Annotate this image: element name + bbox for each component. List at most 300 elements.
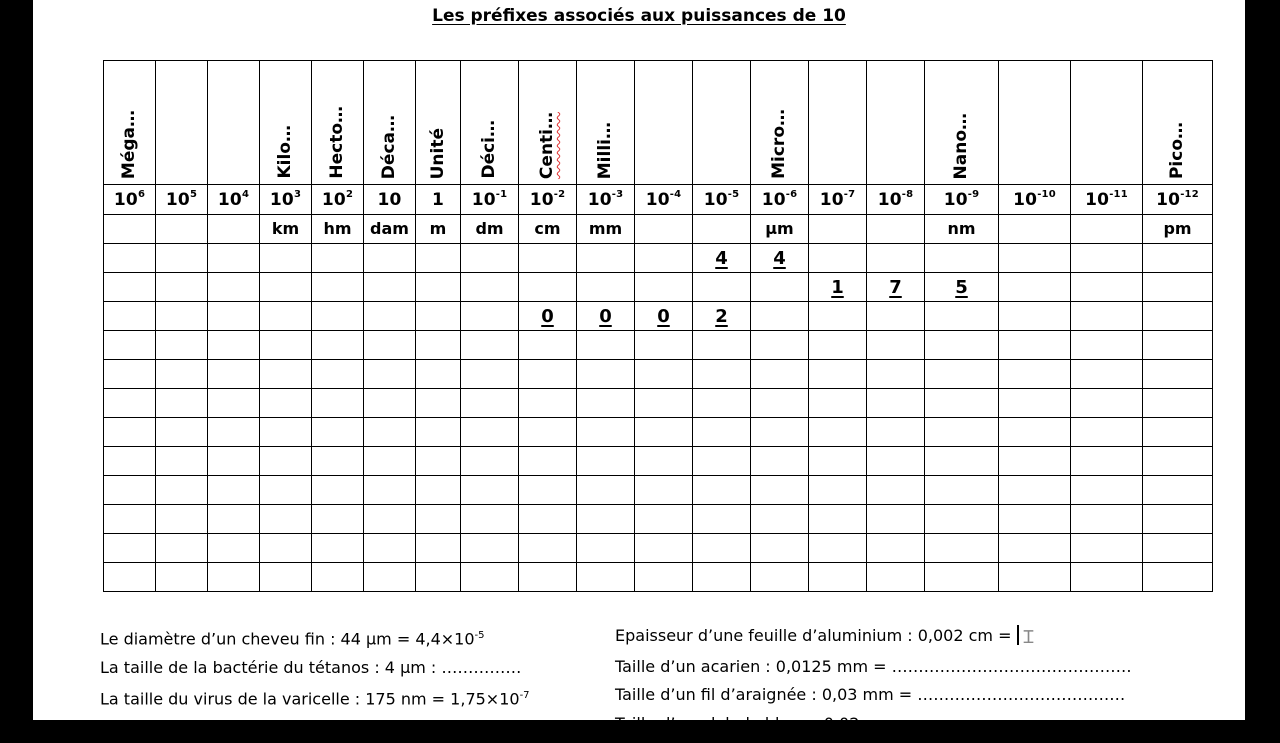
power-exponent: -10 <box>1037 188 1056 200</box>
unit-label: pm <box>1163 219 1192 238</box>
table-cell[interactable] <box>1143 331 1213 360</box>
table-cell[interactable] <box>312 273 364 302</box>
table-cell[interactable] <box>461 563 519 592</box>
table-cell[interactable] <box>416 331 461 360</box>
table-cell[interactable] <box>999 244 1071 273</box>
power-base: 10 <box>1085 189 1110 210</box>
exercise-text: Taille d’un acarien : 0,0125 mm = ……………………………………… <box>615 656 1132 676</box>
table-cell[interactable] <box>1071 273 1143 302</box>
table-cell[interactable] <box>461 476 519 505</box>
table-cell[interactable] <box>364 389 416 418</box>
table-cell[interactable] <box>925 244 999 273</box>
table-cell[interactable] <box>693 273 751 302</box>
unit-label: µm <box>765 219 794 238</box>
table-cell[interactable] <box>416 244 461 273</box>
table-row <box>104 273 1213 302</box>
power-base: 10 <box>587 189 612 210</box>
table-cell[interactable] <box>364 418 416 447</box>
table-cell[interactable] <box>416 476 461 505</box>
table-cell[interactable] <box>312 418 364 447</box>
table-cell[interactable] <box>260 476 312 505</box>
table-cell[interactable] <box>364 331 416 360</box>
table-cell[interactable] <box>809 331 867 360</box>
table-cell[interactable] <box>999 476 1071 505</box>
exercise-list-right <box>615 622 1132 738</box>
table-cell[interactable] <box>693 447 751 476</box>
prefix-label: Déca… <box>379 114 399 179</box>
table-cell[interactable] <box>260 244 312 273</box>
power-cell <box>461 185 519 215</box>
table-cell[interactable] <box>519 273 577 302</box>
table-cell[interactable] <box>577 534 635 563</box>
table-cell[interactable] <box>260 534 312 563</box>
power-base: 10 <box>165 189 190 210</box>
prefix-label: Pico… <box>1167 121 1187 179</box>
table-cell[interactable] <box>751 505 809 534</box>
exercise-line <box>615 681 1132 710</box>
digit-value: 1 <box>831 276 844 298</box>
table-cell[interactable] <box>519 331 577 360</box>
unit-label: hm <box>323 219 352 238</box>
power-cell <box>925 185 999 215</box>
table-cell[interactable] <box>751 273 809 302</box>
power-cell <box>999 185 1071 215</box>
table-cell[interactable] <box>156 476 208 505</box>
table-cell[interactable] <box>635 505 693 534</box>
power-cell <box>1071 185 1143 215</box>
table-cell[interactable] <box>1143 244 1213 273</box>
table-cell[interactable] <box>635 273 693 302</box>
table-cell[interactable] <box>312 244 364 273</box>
exercise-list-left <box>100 622 530 743</box>
table-cell[interactable] <box>577 418 635 447</box>
table-cell[interactable] <box>260 505 312 534</box>
table-cell[interactable] <box>104 389 156 418</box>
table-cell[interactable] <box>519 418 577 447</box>
table-cell[interactable] <box>925 273 999 302</box>
table-cell[interactable] <box>1143 389 1213 418</box>
table-cell[interactable] <box>577 302 635 331</box>
table-cell[interactable] <box>1071 447 1143 476</box>
table-cell[interactable] <box>1143 505 1213 534</box>
table-cell[interactable] <box>577 563 635 592</box>
power-exponent: 4 <box>241 188 250 200</box>
table-cell[interactable] <box>208 447 260 476</box>
power-base: 10 <box>1156 189 1181 210</box>
table-cell[interactable] <box>1143 273 1213 302</box>
table-cell[interactable] <box>693 302 751 331</box>
table-cell[interactable] <box>635 447 693 476</box>
table-cell[interactable] <box>519 563 577 592</box>
table-cell[interactable] <box>809 563 867 592</box>
table-cell[interactable] <box>519 244 577 273</box>
table-cell[interactable] <box>635 418 693 447</box>
table-cell[interactable] <box>208 505 260 534</box>
table-cell[interactable] <box>751 534 809 563</box>
table-cell[interactable] <box>416 389 461 418</box>
table-cell[interactable] <box>751 302 809 331</box>
table-row <box>104 389 1213 418</box>
table-cell[interactable] <box>519 447 577 476</box>
table-cell[interactable] <box>577 447 635 476</box>
prefix-cell <box>416 61 461 185</box>
table-cell[interactable] <box>208 360 260 389</box>
prefix-label: Kilo… <box>275 125 295 179</box>
digit-value: 5 <box>955 276 968 298</box>
table-cell[interactable] <box>461 534 519 563</box>
table-cell[interactable] <box>260 360 312 389</box>
prefix-row <box>104 61 1213 185</box>
table-cell[interactable] <box>104 476 156 505</box>
table-cell[interactable] <box>925 389 999 418</box>
table-cell[interactable] <box>519 534 577 563</box>
power-cell <box>156 185 208 215</box>
table-cell[interactable] <box>693 389 751 418</box>
table-cell[interactable] <box>260 563 312 592</box>
table-cell[interactable] <box>867 273 925 302</box>
table-cell[interactable] <box>312 534 364 563</box>
table-cell[interactable] <box>208 563 260 592</box>
table-cell[interactable] <box>461 505 519 534</box>
table-cell[interactable] <box>867 360 925 389</box>
prefix-label: Centi… <box>537 111 557 179</box>
table-cell[interactable] <box>260 273 312 302</box>
table-cell[interactable] <box>312 360 364 389</box>
table-cell[interactable] <box>635 534 693 563</box>
table-cell[interactable] <box>867 302 925 331</box>
table-cell[interactable] <box>635 244 693 273</box>
table-cell[interactable] <box>416 418 461 447</box>
table-cell[interactable] <box>104 563 156 592</box>
table-cell[interactable] <box>1143 534 1213 563</box>
table-cell[interactable] <box>156 360 208 389</box>
table-cell[interactable] <box>751 331 809 360</box>
table-cell[interactable] <box>809 476 867 505</box>
table-cell[interactable] <box>364 476 416 505</box>
table-cell[interactable] <box>1143 563 1213 592</box>
table-cell[interactable] <box>156 505 208 534</box>
table-cell[interactable] <box>925 331 999 360</box>
table-cell[interactable] <box>999 534 1071 563</box>
digit-value: 4 <box>773 247 786 269</box>
table-cell[interactable] <box>693 476 751 505</box>
table-cell[interactable] <box>867 389 925 418</box>
unit-cell <box>312 215 364 244</box>
table-cell[interactable] <box>312 331 364 360</box>
table-cell[interactable] <box>577 476 635 505</box>
table-cell[interactable] <box>364 534 416 563</box>
power-base: 1 <box>431 189 445 210</box>
table-cell[interactable] <box>635 563 693 592</box>
table-cell[interactable] <box>104 331 156 360</box>
table-cell[interactable] <box>364 360 416 389</box>
exercise-line <box>100 714 530 743</box>
power-exponent: 5 <box>189 188 198 200</box>
table-cell[interactable] <box>461 331 519 360</box>
table-cell[interactable] <box>693 331 751 360</box>
table-cell[interactable] <box>1143 302 1213 331</box>
table-cell[interactable] <box>208 302 260 331</box>
table-cell[interactable] <box>519 505 577 534</box>
exercise-line <box>100 654 530 683</box>
table-cell[interactable] <box>416 273 461 302</box>
prefix-label: Déci… <box>479 120 499 179</box>
prefix-cell <box>1071 61 1143 185</box>
table-cell[interactable] <box>635 360 693 389</box>
unit-cell <box>416 215 461 244</box>
table-cell[interactable] <box>104 505 156 534</box>
table-cell[interactable] <box>156 273 208 302</box>
table-cell[interactable] <box>925 534 999 563</box>
table-cell[interactable] <box>312 505 364 534</box>
prefix-label: Unité <box>427 127 448 179</box>
table-cell[interactable] <box>867 418 925 447</box>
table-cell[interactable] <box>1071 389 1143 418</box>
table-cell[interactable] <box>867 331 925 360</box>
table-cell[interactable] <box>312 563 364 592</box>
table-row <box>104 331 1213 360</box>
unit-cell <box>156 215 208 244</box>
power-cell <box>867 185 925 215</box>
table-cell[interactable] <box>751 360 809 389</box>
table-cell[interactable] <box>925 563 999 592</box>
table-cell[interactable] <box>260 389 312 418</box>
table-cell[interactable] <box>416 447 461 476</box>
page-title: Les préfixes associés aux puissances de 10 <box>432 6 846 26</box>
prefix-cell <box>867 61 925 185</box>
table-cell[interactable] <box>260 302 312 331</box>
digit-value: 4 <box>715 247 728 269</box>
table-cell[interactable] <box>364 447 416 476</box>
table-cell[interactable] <box>1071 302 1143 331</box>
table-cell[interactable] <box>519 360 577 389</box>
table-cell[interactable] <box>693 505 751 534</box>
table-cell[interactable] <box>364 273 416 302</box>
table-cell[interactable] <box>693 418 751 447</box>
text-caret[interactable] <box>1017 625 1019 645</box>
table-cell[interactable] <box>751 563 809 592</box>
digit-value: 2 <box>715 305 728 327</box>
table-cell[interactable] <box>104 302 156 331</box>
table-cell[interactable] <box>925 302 999 331</box>
table-cell[interactable] <box>416 360 461 389</box>
table-cell[interactable] <box>577 505 635 534</box>
table-cell[interactable] <box>809 418 867 447</box>
power-base: 10 <box>471 189 496 210</box>
table-cell[interactable] <box>577 389 635 418</box>
table-cell[interactable] <box>925 505 999 534</box>
unit-cell <box>577 215 635 244</box>
table-cell[interactable] <box>1071 360 1143 389</box>
table-cell[interactable] <box>999 418 1071 447</box>
table-cell[interactable] <box>577 331 635 360</box>
table-cell[interactable] <box>104 534 156 563</box>
table-cell[interactable] <box>1143 447 1213 476</box>
table-cell[interactable] <box>809 534 867 563</box>
unit-cell <box>461 215 519 244</box>
table-cell[interactable] <box>208 389 260 418</box>
table-cell[interactable] <box>461 302 519 331</box>
table-cell[interactable] <box>260 447 312 476</box>
table-cell[interactable] <box>867 534 925 563</box>
table-cell[interactable] <box>156 302 208 331</box>
table-cell[interactable] <box>809 389 867 418</box>
table-cell[interactable] <box>104 244 156 273</box>
table-cell[interactable] <box>1071 244 1143 273</box>
table-cell[interactable] <box>867 244 925 273</box>
table-cell[interactable] <box>519 476 577 505</box>
table-cell[interactable] <box>751 418 809 447</box>
table-cell[interactable] <box>364 302 416 331</box>
table-cell[interactable] <box>999 360 1071 389</box>
table-cell[interactable] <box>1071 505 1143 534</box>
table-cell[interactable] <box>867 563 925 592</box>
table-cell[interactable] <box>208 534 260 563</box>
table-cell[interactable] <box>416 302 461 331</box>
table-cell[interactable] <box>156 447 208 476</box>
table-cell[interactable] <box>999 447 1071 476</box>
power-exponent: -11 <box>1109 188 1128 200</box>
table-cell[interactable] <box>1143 476 1213 505</box>
table-cell[interactable] <box>925 360 999 389</box>
unit-cell <box>751 215 809 244</box>
table-cell[interactable] <box>312 447 364 476</box>
table-cell[interactable] <box>809 360 867 389</box>
table-cell[interactable] <box>461 244 519 273</box>
table-cell[interactable] <box>1071 331 1143 360</box>
table-cell[interactable] <box>751 244 809 273</box>
table-cell[interactable] <box>156 563 208 592</box>
table-cell[interactable] <box>999 302 1071 331</box>
power-exponent: -4 <box>669 188 682 200</box>
table-cell[interactable] <box>364 563 416 592</box>
table-row <box>104 447 1213 476</box>
prefix-label: Méga… <box>119 109 139 179</box>
table-cell[interactable] <box>809 244 867 273</box>
table-cell[interactable] <box>577 244 635 273</box>
unit-row <box>104 215 1213 244</box>
table-cell[interactable] <box>809 447 867 476</box>
table-cell[interactable] <box>751 447 809 476</box>
table-cell[interactable] <box>693 563 751 592</box>
table-cell[interactable] <box>156 534 208 563</box>
power-exponent: -12 <box>1180 188 1199 200</box>
table-cell[interactable] <box>635 476 693 505</box>
table-cell[interactable] <box>925 418 999 447</box>
table-cell[interactable] <box>461 360 519 389</box>
table-cell[interactable] <box>416 534 461 563</box>
table-cell[interactable] <box>999 505 1071 534</box>
unit-cell <box>208 215 260 244</box>
unit-cell <box>260 215 312 244</box>
table-cell[interactable] <box>1071 476 1143 505</box>
table-cell[interactable] <box>925 476 999 505</box>
table-cell[interactable] <box>867 505 925 534</box>
table-cell[interactable] <box>635 389 693 418</box>
exercise-text: Le diamètre d’un cheveu fin : 44 µm = 4,4×10 <box>100 629 475 649</box>
table-cell[interactable] <box>577 273 635 302</box>
prefix-cell <box>260 61 312 185</box>
table-cell[interactable] <box>635 302 693 331</box>
table-cell[interactable] <box>461 273 519 302</box>
table-cell[interactable] <box>208 244 260 273</box>
table-cell[interactable] <box>208 273 260 302</box>
table-cell[interactable] <box>156 244 208 273</box>
prefix-label: Micro… <box>769 109 789 179</box>
table-cell[interactable] <box>312 476 364 505</box>
table-cell[interactable] <box>867 447 925 476</box>
table-cell[interactable] <box>999 563 1071 592</box>
table-cell[interactable] <box>519 302 577 331</box>
table-cell[interactable] <box>1143 360 1213 389</box>
table-cell[interactable] <box>416 563 461 592</box>
table-cell[interactable] <box>260 331 312 360</box>
exercise-exponent: -5 <box>474 630 485 641</box>
power-base: 10 <box>113 189 138 210</box>
table-cell[interactable] <box>364 244 416 273</box>
table-cell[interactable] <box>1071 563 1143 592</box>
table-cell[interactable] <box>925 447 999 476</box>
table-cell[interactable] <box>156 389 208 418</box>
table-cell[interactable] <box>999 389 1071 418</box>
unit-label: dam <box>370 219 409 238</box>
table-cell[interactable] <box>312 302 364 331</box>
table-cell[interactable] <box>999 331 1071 360</box>
table-cell[interactable] <box>156 418 208 447</box>
table-cell[interactable] <box>104 447 156 476</box>
table-cell[interactable] <box>104 418 156 447</box>
table-cell[interactable] <box>104 273 156 302</box>
power-cell <box>416 185 461 215</box>
table-cell[interactable] <box>1071 534 1143 563</box>
table-cell[interactable] <box>416 505 461 534</box>
table-cell[interactable] <box>208 418 260 447</box>
table-cell[interactable] <box>156 331 208 360</box>
table-cell[interactable] <box>809 505 867 534</box>
table-cell[interactable] <box>693 534 751 563</box>
table-cell[interactable] <box>519 389 577 418</box>
table-cell[interactable] <box>1071 418 1143 447</box>
table-cell[interactable] <box>635 331 693 360</box>
table-cell[interactable] <box>751 476 809 505</box>
table-cell[interactable] <box>208 476 260 505</box>
table-cell[interactable] <box>999 273 1071 302</box>
table-cell[interactable] <box>461 418 519 447</box>
power-base: 10 <box>943 189 968 210</box>
power-exponent: -8 <box>901 188 914 200</box>
table-cell[interactable] <box>1143 418 1213 447</box>
table-cell[interactable] <box>809 273 867 302</box>
table-cell[interactable] <box>809 302 867 331</box>
table-cell[interactable] <box>461 447 519 476</box>
power-exponent: 6 <box>137 188 146 200</box>
power-cell <box>364 185 416 215</box>
table-cell[interactable] <box>364 505 416 534</box>
table-cell[interactable] <box>104 360 156 389</box>
table-cell[interactable] <box>693 360 751 389</box>
table-cell[interactable] <box>867 476 925 505</box>
table-cell[interactable] <box>693 244 751 273</box>
table-cell[interactable] <box>461 389 519 418</box>
table-cell[interactable] <box>208 331 260 360</box>
table-cell[interactable] <box>577 360 635 389</box>
table-cell[interactable] <box>260 418 312 447</box>
table-cell[interactable] <box>751 389 809 418</box>
power-base: 10 <box>217 189 242 210</box>
power-cell <box>577 185 635 215</box>
table-cell[interactable] <box>312 389 364 418</box>
table-row <box>104 476 1213 505</box>
